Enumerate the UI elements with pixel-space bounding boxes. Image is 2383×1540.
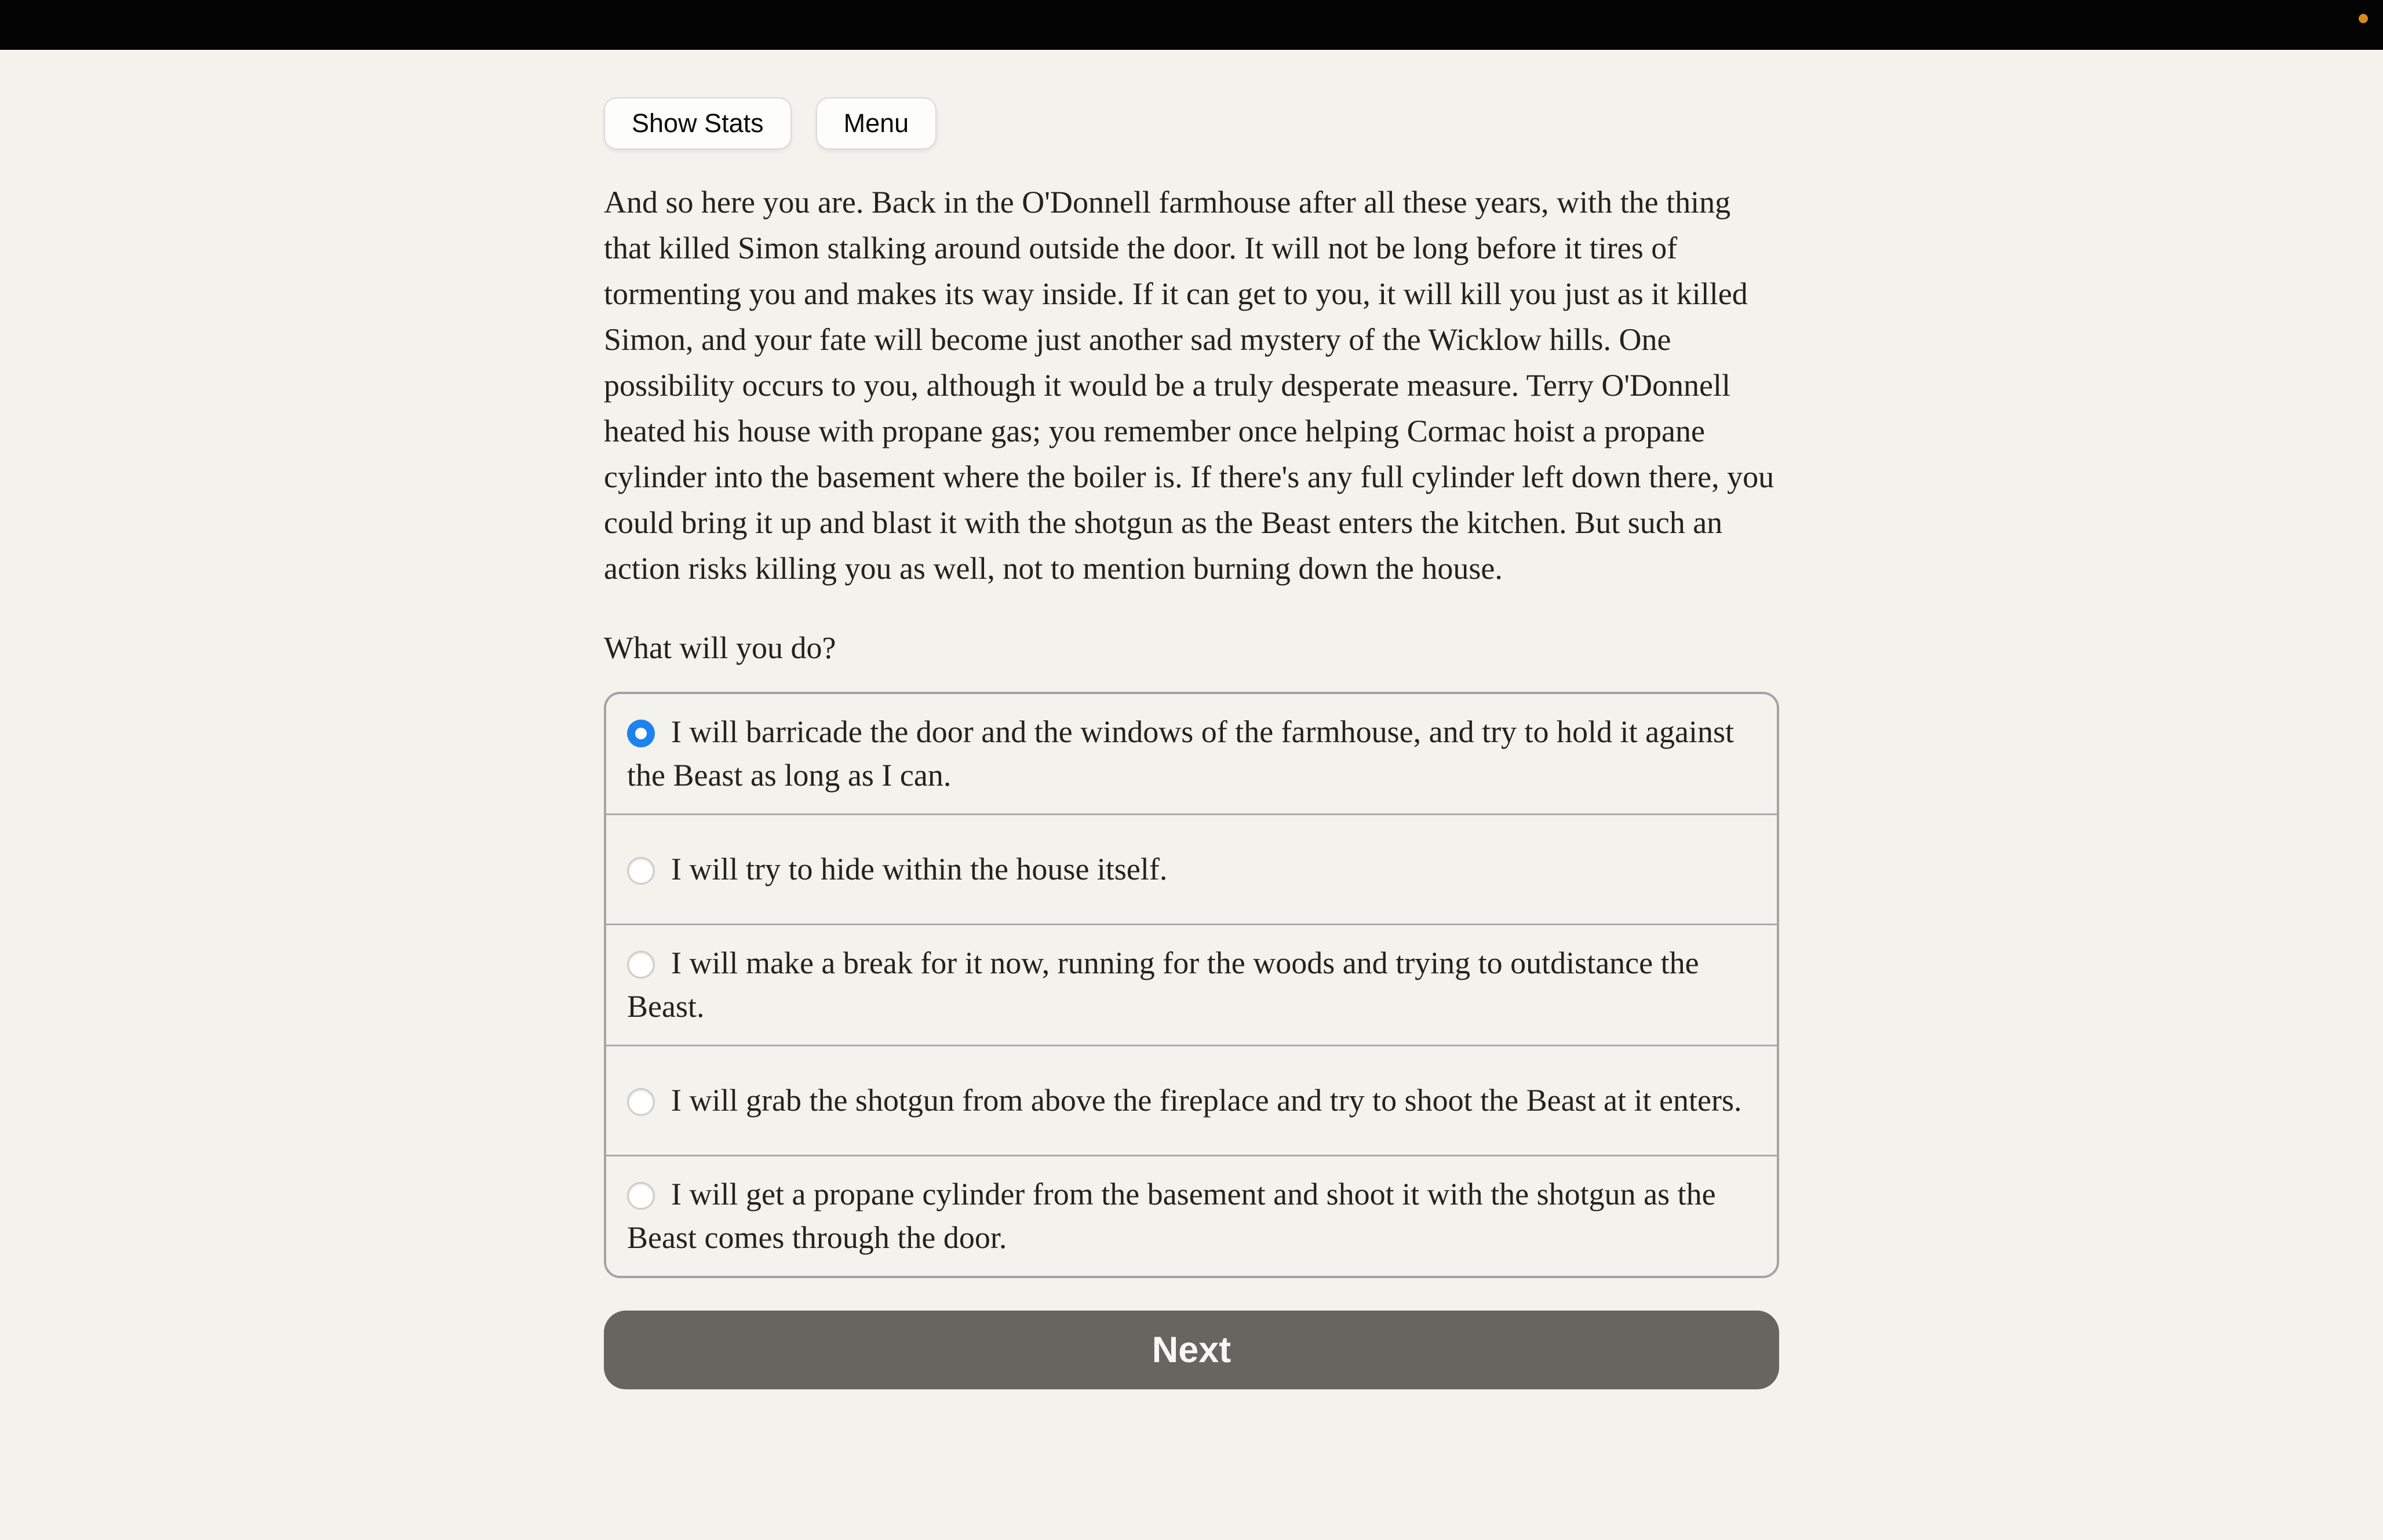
radio-button[interactable] <box>627 1182 655 1210</box>
next-button[interactable]: Next <box>604 1311 1779 1389</box>
story-paragraph: And so here you are. Back in the O'Donnell farmhouse after all these years, with the thing that killed Simon stalking around outside the door. It will not be long before it tires of tormenting you and makes its way inside. If it can get to you, it will kill you just as it killed Simon, and your fate will become just another sad mystery of the Wicklow hills. One possibility occurs to you, although it would be a truly desperate measure. Terry O'Donnell heated his house with propane gas; you remember once helping Cormac hoist a propane cylinder into the basement where the boiler is. If there's any full cylinder left down there, you could bring it up and blast it with the shotgun as the Beast enters the kitchen. But such an action risks killing you as well, not to mention burning down the house. <box>604 185 1775 586</box>
choice-label: I will make a break for it now, running for the woods and trying to outdistance the Beast. <box>627 946 1699 1024</box>
choice-label: I will try to hide within the house itself. <box>671 852 1168 886</box>
radio-button[interactable] <box>627 720 655 747</box>
choice-option[interactable] <box>606 924 1777 1045</box>
radio-button[interactable] <box>627 857 655 885</box>
choice-label: I will grab the shotgun from above the fireplace and try to shoot the Beast at it enters. <box>671 1083 1742 1118</box>
choice-option[interactable] <box>606 813 1777 924</box>
content-column <box>604 97 1779 1389</box>
toolbar <box>604 97 1779 149</box>
choice-option[interactable] <box>606 694 1777 813</box>
radio-button[interactable] <box>627 1088 655 1116</box>
recording-dot-icon <box>2359 14 2368 23</box>
menu-button[interactable]: Menu <box>816 97 937 149</box>
choice-label: I will barricade the door and the windows of the farmhouse, and try to hold it against the Beast as long as I can. <box>627 714 1735 793</box>
choice-label: I will get a propane cylinder from the basement and shoot it with the shotgun as the Beast comes through the door. <box>627 1177 1716 1255</box>
choice-option[interactable] <box>606 1155 1777 1276</box>
radio-button[interactable] <box>627 951 655 979</box>
top-bar <box>0 0 2383 50</box>
show-stats-button[interactable]: Show Stats <box>604 97 792 149</box>
question-text: What will you do? <box>604 630 836 665</box>
choices-group <box>604 692 1779 1278</box>
choice-option[interactable] <box>606 1045 1777 1155</box>
